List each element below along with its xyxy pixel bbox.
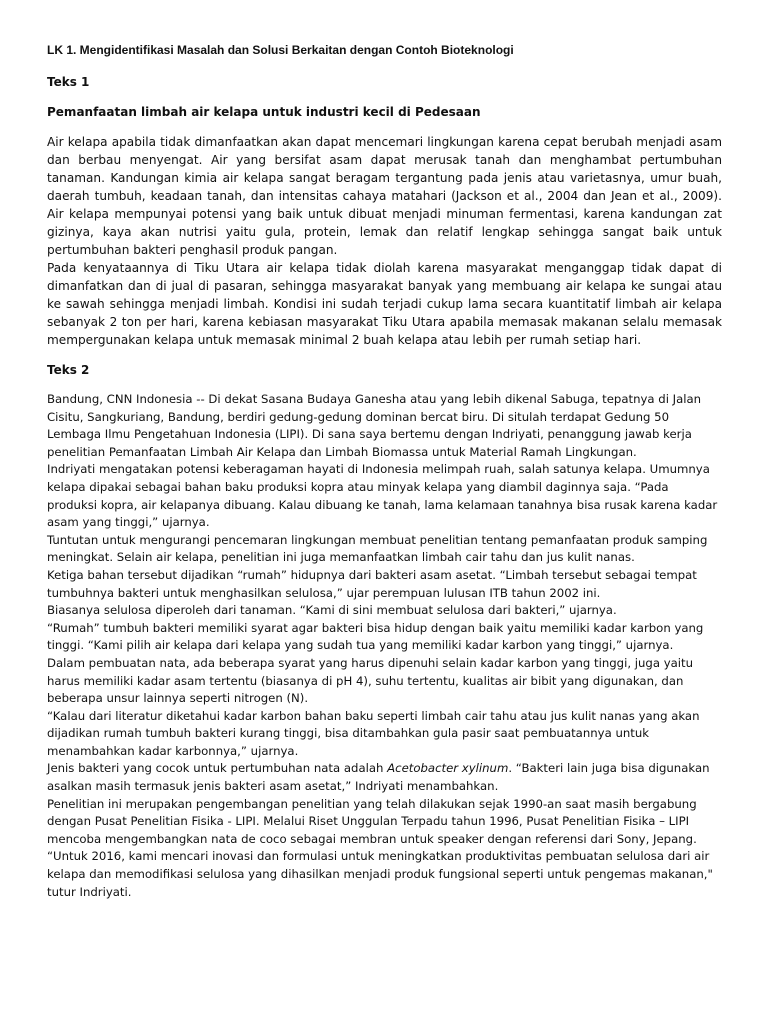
teks2-species-paragraph <box>47 760 722 795</box>
species-lead: Jenis bakteri yang cocok untuk pertumbuhan nata adalah <box>47 761 388 776</box>
teks2-label: Teks 2 <box>47 363 90 377</box>
teks2-paragraph: “Kalau dari literatur diketahui kadar karbon bahan baku seperti limbah cair tahu atau jus kulit nanas yang akan dijadikan rumah tumbuh bakteri kurang tinggi, bisa ditambahkan gula pasir saat pembuatannya untuk menambahkan kadar karbonnya,” ujarnya. <box>47 708 700 758</box>
worksheet-title: LK 1. Mengidentifikasi Masalah dan Solusi Berkaitan dengan Contoh Bioteknologi <box>47 43 514 57</box>
teks1-paragraph: Air kelapa apabila tidak dimanfaatkan akan dapat mencemari lingkungan karena cepat berubah menjadi asam dan berbau menyengat. Air yang bersifat asam dapat merusak tanah dan menghambat pertumbuhan tanaman. Kandungan kimia air kelapa sangat beragam tergantung pada jenis atau varietasnya, umur buah, daerah tumbuh, keadaan tanah, dan intensitas cahaya matahari (Jackson et al., 2004 dan Jean et al., 2009). Air kelapa mempunyai potensi yang baik untuk dibuat menjadi minuman fermentasi, karena kandungan zat gizinya, kaya akan nutrisi yaitu gula, protein, lemak dan relatif lengkap sehingga sangat baik untuk pertumbuhan bakteri penghasil produk pangan. <box>47 135 722 257</box>
teks1-paragraph: Pada kenyataannya di Tiku Utara air kelapa tidak diolah karena masyarakat menganggap tidak dapat di dimanfatkan dan di jual di pasaran, sehingga masyarakat banyak yang membuang air kelapa ke sungai atau ke sawah sehingga menjadi limbah. Kondisi ini sudah terjadi cukup lama secara kuantitatif limbah air kelapa sebanyak 2 ton per hari, karena kebiasan masyarakat Tiku Utara apabila memasak makanan selalu memasak mempergunakan kelapa untuk memasak minimal 2 buah kelapa atau lebih per rumah setiap hari. <box>47 261 722 347</box>
teks2-paragraph: “Untuk 2016, kami mencari inovasi dan formulasi untuk meningkatkan produktivitas pembuatan selulosa dari air kelapa dan memodifikasi selulosa yang dihasilkan menjadi produk fungsional seperti untuk pengemas makanan," tutur Indriyati. <box>47 849 713 899</box>
teks2-paragraph: “Rumah” tumbuh bakteri memiliki syarat agar bakteri bisa hidup dengan baik yaitu memiliki kadar karbon yang tinggi. “Kami pilih air kelapa dari kelapa yang sudah tua yang memiliki kadar karbon yang tinggi,” ujarnya. <box>47 620 704 653</box>
teks2-paragraph: Indriyati mengatakan potensi keberagaman hayati di Indonesia melimpah ruah, salah satunya kelapa. Umumnya kelapa dipakai sebagai bahan baku produksi kopra atau minyak kelapa yang diambil daginnya saja. “Pada produksi kopra, air kelapanya dibuang. Kalau dibuang ke tanah, lama kelamaan tanahnya bisa rusak karena kadar asam yang tinggi,” ujarnya. <box>47 462 718 530</box>
teks2-paragraph: Penelitian ini merupakan pengembangan penelitian yang telah dilakukan sejak 1990-an saat masih bergabung dengan Pusat Penelitian Fisika - LIPI. Melalui Riset Unggulan Terpadu tahun 1996, Pusat Penelitian Fisika – LIPI mencoba mengembangkan nata de coco sebagai membran untuk speaker dengan referensi dari Sony, Jepang. <box>47 796 697 846</box>
teks2-paragraph: Dalam pembuatan nata, ada beberapa syarat yang harus dipenuhi selain kadar karbon yang tinggi, juga yaitu harus memiliki kadar asam tertentu (biasanya di pH 4), suhu tertentu, kualitas air bibit yang digunakan, dan beberapa unsur lainnya seperti nitrogen (N). <box>47 655 694 706</box>
teks1-heading: Pemanfaatan limbah air kelapa untuk industri kecil di Pedesaan <box>47 105 481 119</box>
teks2-paragraph: Ketiga bahan tersebut dijadikan “rumah” hidupnya dari bakteri asam asetat. “Limbah tersebut sebagai tempat tumbuhnya bakteri untuk menghasilkan selulosa,” ujar perempuan lulusan ITB tahun 2002 ini. <box>47 567 697 600</box>
teks2-body <box>47 391 722 901</box>
teks1-body <box>47 133 722 349</box>
teks2-paragraph: Biasanya selulosa diperoleh dari tanaman. “Kami di sini membuat selulosa dari bakteri,” ujarnya. <box>47 603 617 618</box>
teks1-label: Teks 1 <box>47 75 90 89</box>
teks2-paragraph: Bandung, CNN Indonesia -- Di dekat Sasana Budaya Ganesha atau yang lebih dikenal Sabuga, tepatnya di Jalan Cisitu, Sangkuriang, Bandung, berdiri gedung-gedung dominan bercat biru. Di situlah terdapat Gedung 50 Lembaga Ilmu Pengetahuan Indonesia (LIPI). Di sana saya bertemu dengan Indriyati, penanggung jawab kerja penelitian Pemanfaatan Limbah Air Kelapa dan Limbah Biomassa untuk Material Ramah Lingkungan. <box>47 392 702 459</box>
document-page <box>47 41 722 901</box>
species-tail: . “Bakteri lain juga bisa digunakan asalkan masih termasuk jenis bakteri asam asetat,” Indriyati menambahkan. <box>47 761 710 794</box>
species-name: Acetobacter xylinum <box>387 761 509 776</box>
teks2-paragraph: Tuntutan untuk mengurangi pencemaran lingkungan membuat penelitian tentang pemanfaatan produk samping meningkat. Selain air kelapa, penelitian ini juga memanfaatkan limbah cair tahu dan jus kulit nanas. <box>47 532 708 565</box>
